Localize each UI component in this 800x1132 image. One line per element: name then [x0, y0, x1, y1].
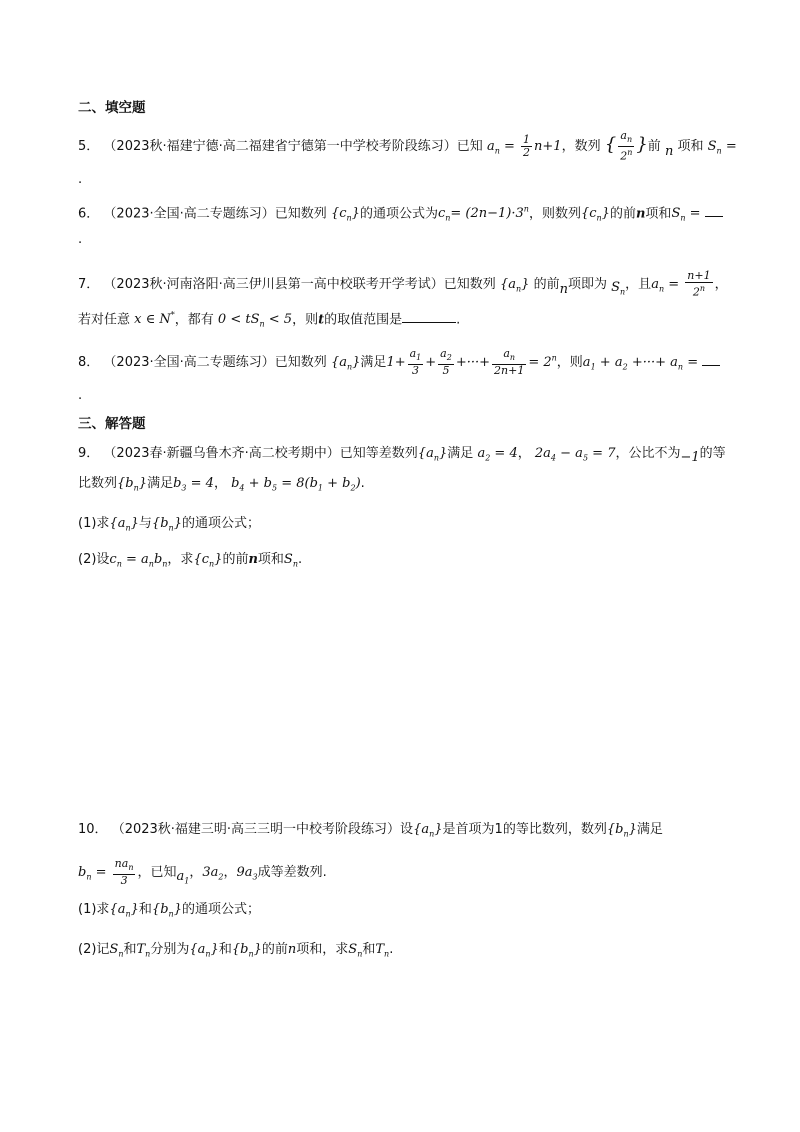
- q5-answer-dot: .: [78, 172, 83, 187]
- q9-p2-sn: $S_n$: [283, 552, 298, 569]
- q9-line2-c: ，: [213, 476, 227, 491]
- q6-sn: $S_n$ =: [671, 206, 701, 223]
- q10-p2-f: 项和，求: [296, 942, 349, 957]
- q10-text-3: 满足: [636, 822, 663, 837]
- q8-frac-n: $\frac{a_n}{2n+1}$: [494, 347, 525, 378]
- q8-frac-2: $\frac{a_2}{5}$: [440, 347, 452, 378]
- q8-answer-dot: .: [78, 388, 83, 403]
- q10-p2-c: 分别为: [150, 942, 190, 957]
- q9-text-2: 满足: [447, 446, 474, 461]
- question-5: 5． （2023秋·福建宁德·高二福建省宁德第一中学校考阶段练习）已知 $a_n$ = $\frac{1}{2}$ n+1，数列 { $\frac{a_n}{2^n}$ }前 n 项和 $S_n$ =: [78, 129, 737, 163]
- question-10: [78, 820, 663, 845]
- q10-line2-a: ，已知: [137, 865, 177, 881]
- q6-number: 6．: [78, 206, 100, 222]
- q7-text-3: 项即为: [567, 276, 607, 292]
- q7-line2-b: ，都有: [174, 312, 214, 328]
- q8-sum: $a_1 + a_2$ +···+ $a_n$ =: [582, 355, 699, 372]
- q5-seq-brace: {: [604, 133, 617, 155]
- q6-text-4: 的前: [609, 206, 636, 222]
- q10-line2-b: ，: [189, 865, 203, 881]
- q5-source: （2023秋·福建宁德·高二福建省宁德第一中学校考阶段练习）: [103, 138, 457, 154]
- q7-line2-e: .: [456, 312, 461, 328]
- q7-an-set: $\{a_n\}$: [499, 276, 530, 294]
- q9-p2-n: n: [248, 552, 258, 567]
- q8-eq-2n: = $2^n$: [528, 353, 557, 371]
- q7-x-in-n: x ∈ N*: [134, 311, 175, 328]
- q5-text-4: 项和: [677, 138, 704, 154]
- q6-cn-set: $\{c_n\}$: [330, 206, 360, 223]
- q10-fraction: $\frac{na_n}{3}$: [114, 857, 134, 888]
- q10-text-2: 是首项为1的等比数列，数列: [442, 822, 607, 837]
- q10-line2-d: 成等差数列.: [257, 865, 327, 881]
- q10-number: 10．: [78, 822, 108, 837]
- q7-n: n: [559, 281, 568, 297]
- q8-text-1: 已知数列: [274, 355, 327, 371]
- q5-sn: $S_n$ =: [707, 138, 737, 156]
- q7-text-2: 的前: [533, 276, 560, 292]
- q9-an-set: $\{a_n\}$: [417, 446, 448, 463]
- q10-line2-c: ，: [223, 865, 237, 881]
- q10-a1: $a_1$: [176, 869, 190, 886]
- q8-text-2: 满足: [360, 355, 387, 371]
- q7-source: （2023秋·河南洛阳·高三伊川县第一高中校联考开学考试）: [103, 276, 444, 292]
- q7-inequality: $0 < tS_n < 5$: [217, 312, 293, 329]
- q5-seq-fraction: $\frac{a_n}{2^n}$: [620, 129, 633, 163]
- q10-p1-an-set: $\{a_n\}$: [109, 902, 139, 919]
- question-6: [78, 200, 723, 229]
- q6-answer-dot: .: [78, 232, 83, 247]
- q10-p2-b: 和: [123, 942, 137, 957]
- q8-text-3: ，则: [556, 355, 583, 371]
- q10-p2-sn-2: $S_n$: [348, 942, 363, 959]
- q5-text-3: 前: [647, 138, 661, 154]
- q10-an-set: $\{a_n\}$: [413, 822, 443, 839]
- q10-p2-tn-2: $T_n$: [375, 942, 390, 959]
- q9-line2-b: 满足: [147, 476, 174, 491]
- q6-text-5: 项和: [645, 206, 672, 222]
- q7-sn: $S_n$: [611, 279, 626, 297]
- q10-p2-bn-set: $\{b_n\}$: [231, 942, 262, 959]
- q9-p1-bn-set: $\{b_n\}$: [151, 516, 182, 533]
- q7-line2-a: 若对任意: [78, 312, 131, 328]
- q6-cn-set-2: $\{c_n\}$: [580, 206, 610, 223]
- q10-part-1: [78, 900, 260, 925]
- q10-p2-h: .: [389, 942, 394, 957]
- q9-p2-cn-set: $\{c_n\}$: [193, 552, 223, 569]
- q7-number: 7．: [78, 276, 100, 292]
- q5-an: $a_n$ =: [486, 138, 515, 156]
- q10-p2-e: 的前: [261, 942, 288, 957]
- q9-p1-an-set: $\{a_n\}$: [109, 516, 139, 533]
- q7-line2-c: ，则: [292, 312, 319, 328]
- q7-text-5: ，: [714, 276, 728, 292]
- q8-answer-blank[interactable]: [702, 358, 720, 366]
- q6-n: n: [635, 206, 646, 222]
- q10-p2-tn: $T_n$: [136, 942, 151, 959]
- q10-p2-an-set: $\{a_n\}$: [189, 942, 219, 959]
- question-9: [78, 444, 726, 469]
- q9-a2-eq: $a_2 = 4$: [477, 446, 518, 463]
- q9-line2-a: 比数列: [78, 476, 118, 491]
- q9-p2-b: ，求: [167, 552, 194, 567]
- q9-line2-d: .: [360, 476, 365, 491]
- q9-p2-c: 的前: [222, 552, 249, 567]
- q10-part-2: [78, 940, 393, 965]
- q5-n: n: [664, 143, 674, 159]
- q10-p1-a: (1)求: [78, 902, 110, 917]
- q9-neg1: −1: [680, 450, 700, 465]
- question-7-line-2: [78, 306, 460, 335]
- q6-answer-blank[interactable]: [705, 206, 723, 217]
- q9-a4a5-eq: $2a_4 - a_5 = 7$: [534, 446, 616, 463]
- q9-bn-set: $\{b_n\}$: [117, 476, 148, 493]
- question-9-line-2: [78, 474, 365, 499]
- q7-text-4: ，且: [625, 276, 652, 292]
- q9-p2-cn-eq: $c_n = a_nb_n$: [109, 552, 168, 569]
- q7-answer-blank[interactable]: [402, 310, 456, 323]
- q5-text-1: 已知: [456, 138, 483, 154]
- question-7: [78, 270, 728, 299]
- q10-p1-c: 的通项公式；: [181, 902, 260, 917]
- q8-number: 8．: [78, 355, 100, 371]
- q10-9a3: $9a_3$: [236, 865, 258, 882]
- q9-p1-b: 与: [138, 516, 152, 531]
- q8-source: （2023·全国·高二专题练习）: [103, 355, 275, 371]
- q10-bn-set: $\{b_n\}$: [606, 822, 637, 839]
- q7-line2-d: 的取值范围是: [324, 312, 403, 328]
- q10-p1-bn-set: $\{b_n\}$: [151, 902, 182, 919]
- q9-text-3: ，: [517, 446, 531, 461]
- q10-p2-a: (2)记: [78, 942, 110, 957]
- q8-an-set: $\{a_n\}$: [330, 355, 361, 372]
- q9-p2-a: (2)设: [78, 552, 110, 567]
- section-solve-heading: 三、解答题: [78, 416, 146, 432]
- q9-text-4: ，公比不为: [615, 446, 681, 461]
- q10-p2-g: 和: [362, 942, 376, 957]
- section-fill-heading: 二、填空题: [78, 100, 146, 116]
- q7-fraction: $\frac{n+1}{2^n}$: [687, 269, 711, 299]
- q10-source: （2023秋·福建三明·高三三明一中校考阶段练习）: [111, 822, 401, 837]
- q7-text-1: 已知数列: [443, 276, 496, 292]
- q9-part-1: [78, 514, 260, 539]
- q9-source: （2023春·新疆乌鲁木齐·高二校考期中）: [103, 446, 340, 461]
- q10-p2-n: n: [287, 942, 297, 957]
- q9-b-relation: $b_4 + b_5 = 8(b_1 + b_2)$: [231, 476, 361, 493]
- q9-text-5: 的等: [699, 446, 726, 461]
- q8-one-plus: 1+: [386, 355, 406, 371]
- question-8: 8． （2023·全国·高二专题练习）已知数列 $\{a_n\}$满足1+ $\frac{a_1}{3}$ + $\frac{a_2}{5}$ +···+ $\frac{a_n}{2n+1}$ = $2^n$，则$a_1 + a_2$ +···+ $a_n$ =: [78, 348, 720, 378]
- q5-number: 5．: [78, 138, 100, 154]
- q9-p2-d: 项和: [257, 552, 284, 567]
- question-10-line-2: [78, 858, 327, 888]
- q10-3a2: $3a_2$: [202, 865, 224, 882]
- q6-cn-formula: $c_n= (2n-1)\cdot 3^n$: [437, 205, 529, 223]
- q5-n-plus-1: n+1: [534, 138, 562, 154]
- q7-t: t: [318, 312, 325, 328]
- q6-source: （2023·全国·高二专题练习）: [103, 206, 275, 222]
- q7-an: $a_n$ =: [651, 276, 680, 294]
- q9-part-2: [78, 550, 302, 575]
- q9-b3-eq: $b_3 = 4$: [173, 476, 214, 493]
- q10-text-1: 设: [400, 822, 414, 837]
- q6-text-1: 已知数列: [274, 206, 327, 222]
- q9-text-1: 已知等差数列: [339, 446, 418, 461]
- q10-bn-eq: $b_n$ =: [78, 865, 107, 882]
- q9-p2-e: .: [297, 552, 303, 567]
- q10-p1-b: 和: [138, 902, 152, 917]
- q5-half-fraction: $\frac{1}{2}$: [523, 132, 531, 159]
- q10-p2-d: 和: [218, 942, 232, 957]
- q10-p2-sn: $S_n$: [109, 942, 124, 959]
- q6-text-3: ，则数列: [528, 206, 581, 222]
- q9-p1-a: (1)求: [78, 516, 110, 531]
- q9-p1-c: 的通项公式；: [181, 516, 260, 531]
- q8-frac-1: $\frac{a_1}{3}$: [409, 347, 422, 378]
- q6-text-2: 的通项公式为: [359, 206, 438, 222]
- q5-text-2: ，数列: [561, 138, 601, 154]
- q9-number: 9．: [78, 446, 100, 461]
